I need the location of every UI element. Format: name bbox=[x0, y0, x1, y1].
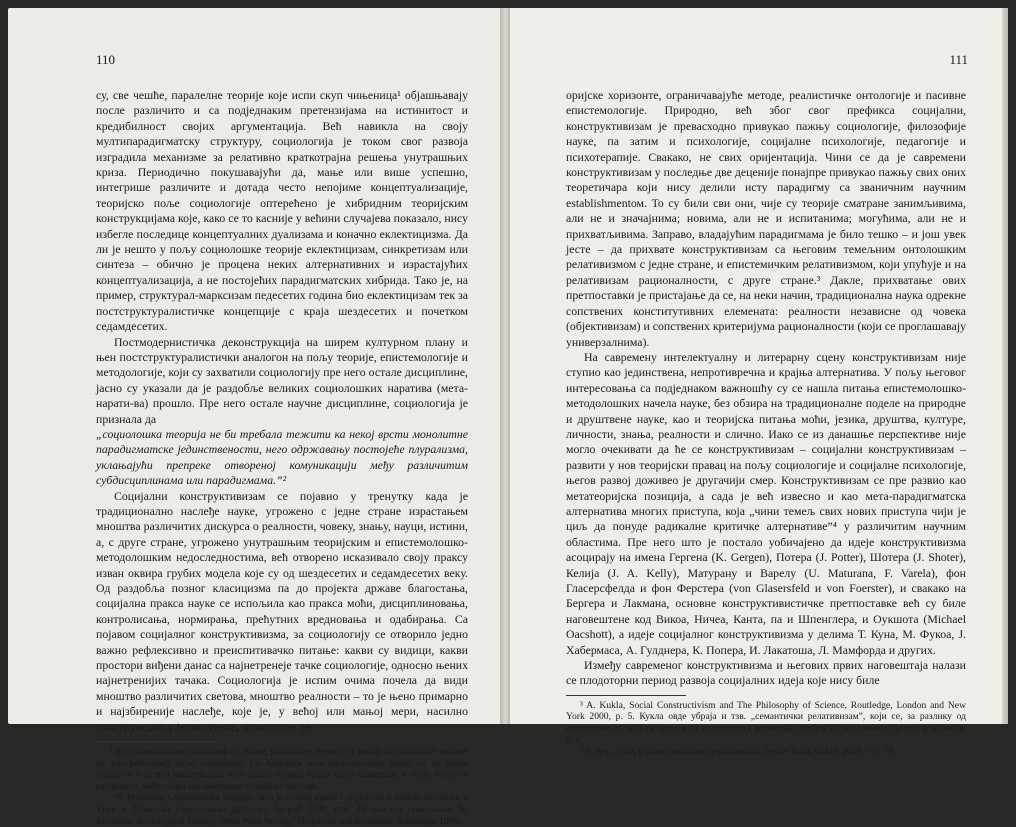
paragraph: оријске хоризонте, ограничавајуће методе, реалистичке онтологије и пасивне епистемологије. Природно, већ због свог префикса социјални, конструктивизам је превасходно привукао пажњу социологије, филозофије науке, па затим и психологије, социјалне психологије, педагогије и психотерапије. Свакако, не свих оријентација. Чини се да је савремени конструктивизам у последње две деценије понајпре привукао пажњу свих оних теоретичара који нису делили исту парадигму са званичним научним establishmentом. То су били сви они, чије су теорије сматране занимљивима, али не и значајнима; новима, али не и испитанима; могућима, али не и прихватљивима. Заправо, владајућим парадигмама је било тешко – и још увек јесте – да прихвате конструктивизам са његовим темељним онтолошким релативизмом с једне стране, и епистемичким релативизмом, који упућује и на релативизам рационалности, с друге стране.³ Дакле, прихватање ових претпоставки је пристајање да се, на неки начин, традиционална наука одрекне сопствених конститутивних елемената: реалности независне од човека (објективизам) и сопствених критеријума рационалности (који се проглашавају универзалнима). bbox=[566, 88, 966, 349]
paragraph: Између савременог конструктивизма и његових првих наговештаја налази се плодоторни период развоја социјалних идеја које нису биле bbox=[566, 658, 966, 688]
left-page bbox=[8, 8, 502, 827]
footnote-divider bbox=[96, 741, 216, 742]
left-page-body bbox=[96, 88, 468, 827]
footnote: ³ В. Бер, Увод у социјални конструктивизам, Zepter Book World, 2001, стр. 31. bbox=[580, 746, 897, 758]
page-number-left: 110 bbox=[96, 52, 116, 67]
right-page-body bbox=[566, 88, 966, 758]
right-page bbox=[510, 8, 1008, 758]
paragraph: На савремену интелектуалну и литерарну сцену конструктивизам није ступио као јединствена, непротивречна и крајња алтернатива. У пољу његовог интересовања са подједнаком важношћу су се нашла питања епистемолошко-методолошких начела науке, без обзира на традиционалне поделе на природне и друштвене науке, као и теоријска питања моћи, језика, друштва, културе, личности, знања, реалности и слично. Иако се из данашње перспективе није могло очекивати да ће се конструктивизам – социјални конструктивизам – развити у нов теоријски правац на пољу социологије и социјалне психологије, његов развој доживео је другачији смер. Конструктивизам се пре развио као метатеоријска позиција, а сада је већ извесно и као мета-парадигматска алтернатива многих приступа, која „чини темељ свих нових приступа чији је циљ да понуде радикалне критичке алтернативе”⁴ у различитим научним областима. Пре него што је постало уобичајено да идеје конструктивизма асоцирају на имена Гергена (K. Gergen), Потера (J. Potter), Шотера (J. Shoter), Келија (J. A. Kelly), Матурану и Варелу (U. Maturana, F. Varela), фон Гласерсфелда и фон Ферстера (von Glasersfeld и von Foerster), и свакако на Бергера и Лакмана, основне конструктивистичке претпоставке већ су биле наговештене код Викоа, Ничеа, Канта, па и Шпенглера, и Оукшота (Michael Oacshott), а идеје социјалног конструктивизма у делима Т. Куна, М. Фукоа, Ј. Хабермаса, А. Гулднера, К. Попера, И. Лакатоша, Л. Мамфорда и других. bbox=[566, 349, 966, 657]
paragraph: Постмодернистичка деконструкција на ширем културном плану и њен постструктуралистички аналогон на пољу теорије, епистемологије и методологије, који су захватили социологију пре него остале дисциплине, јасно су указали да је раздобље великих социолошких наратива (мета-нарати-ва) прошло. Пре него остале научне дисциплине, социологија је признала да bbox=[96, 334, 468, 426]
paragraph: су, све чешће, паралелне теорије које испи скуп чињеница¹ објашњавају после различито и са подједнаким претензијама на истинитост и кредибилност својих аргументација. Већ навикла на своју мултипарадигматску структуру, социологија је током свог развоја изградила механизме за релативно краткотрајна решења унутрашњих криза. Периодично покушавајући да, мање или више успешно, интегрише различите и дотада често непојиме концептуализације, теоријско поље социологије оптерећено је хибридним теоријским конструкцијама које, како се то касније у већини случајева показало, нису избегле последице концептуалних дуализама и коначно еклектицизма. Да ли је нешто у пољу социолошке теорије еклектицизам, синкретизам или синтеза – обично је процена неких алтернативних и израстајућих концептуализација, а не постојећих парадигматских хибрида. Тако је, на пример, структурал-марксизам педесетих година био еклектицизам тек за постструктуралистичке концепције с краја шездесетих и почетком седамдесетих. bbox=[96, 88, 468, 334]
footnote-divider bbox=[566, 695, 686, 696]
block-quote: „социолошка теорија не би требала тежити ка некој врсти монолитне парадигматске јединствености, него одржавању постојеће плурализма, уклањајући препреке отвореној комуникацији међу различитим субдисциплинама или парадигмама.”² bbox=[96, 426, 468, 488]
footnote: ² N. Mouzelis, Социолошка теорија: шта је пошло криво? дијагноза и помоћ, Јесенски и Турк и Хрватско социолошко друштво, Загреб 2000, стр. 32 (наслов оригинала: N. Mouzelis, Sociological Theory: What Went Wrong? Diagnosis and Remedies, Routledge 1995). bbox=[96, 792, 468, 827]
page-edge bbox=[1002, 8, 1008, 724]
page-number-right: 111 bbox=[949, 52, 968, 67]
paragraph: Социјални конструктивизам се појавио у тренутку када је традиционално наслеђе науке, угрожено с једне стране израстањем мноштва различитих дискурса о реалности, човеку, знању, науци, истини, а, с друге стране, угрожено унутрашњим теоријским и епистемолошко-методолошким недоследностима, већ отворено исказивало своју праксу изван оквира грубих модела које су од шездесетих и седамдесетих веку. Од раздобља позног класицизма па до пројекта државе благостања, социјална пракса науке се испољила као пракса моћи, дисциплиновања, контролисања, нормирања, прећутних вредновања и одабирања. Са појавом социјалног конструктивизма, за социологију се отворило једно важно рефлексивно и преиспитивачко питање: какви су видици, какви простори виђени данас са најнетренеје тачке социологије, односно њених најнетренијих тачака. Социологија је испим очима почела да види мноштво различитих светова, мноштво реалности – то је њено примарно и најзбиреније наслеђе, које је, у већој или мањој мери, насилно конструисано у јединствене, монолитне те- bbox=[96, 488, 468, 734]
footnote: ³ A. Kukla, Social Constructivism and The Philosophy of Science, Routledge, London and New York 2000, p. 5. Кукла овде убраја и тзв. „семантички релативизам”, који се, за разлику од епистемичког, који се односи на релативност веровања, односи на релативност језика и значења, p. 6. bbox=[566, 699, 966, 746]
footnote: ¹ За традиционалну филозофију науке, различите теорије су могле на различите начине да употребљавају исте чињенице. Са Куновим конструктивизмом више се не може говорити о истим чињеницама него свака теорија гради своје чињенице и своје потпуно различите, међусобно несамерљиве теоријске светове. bbox=[96, 746, 468, 792]
